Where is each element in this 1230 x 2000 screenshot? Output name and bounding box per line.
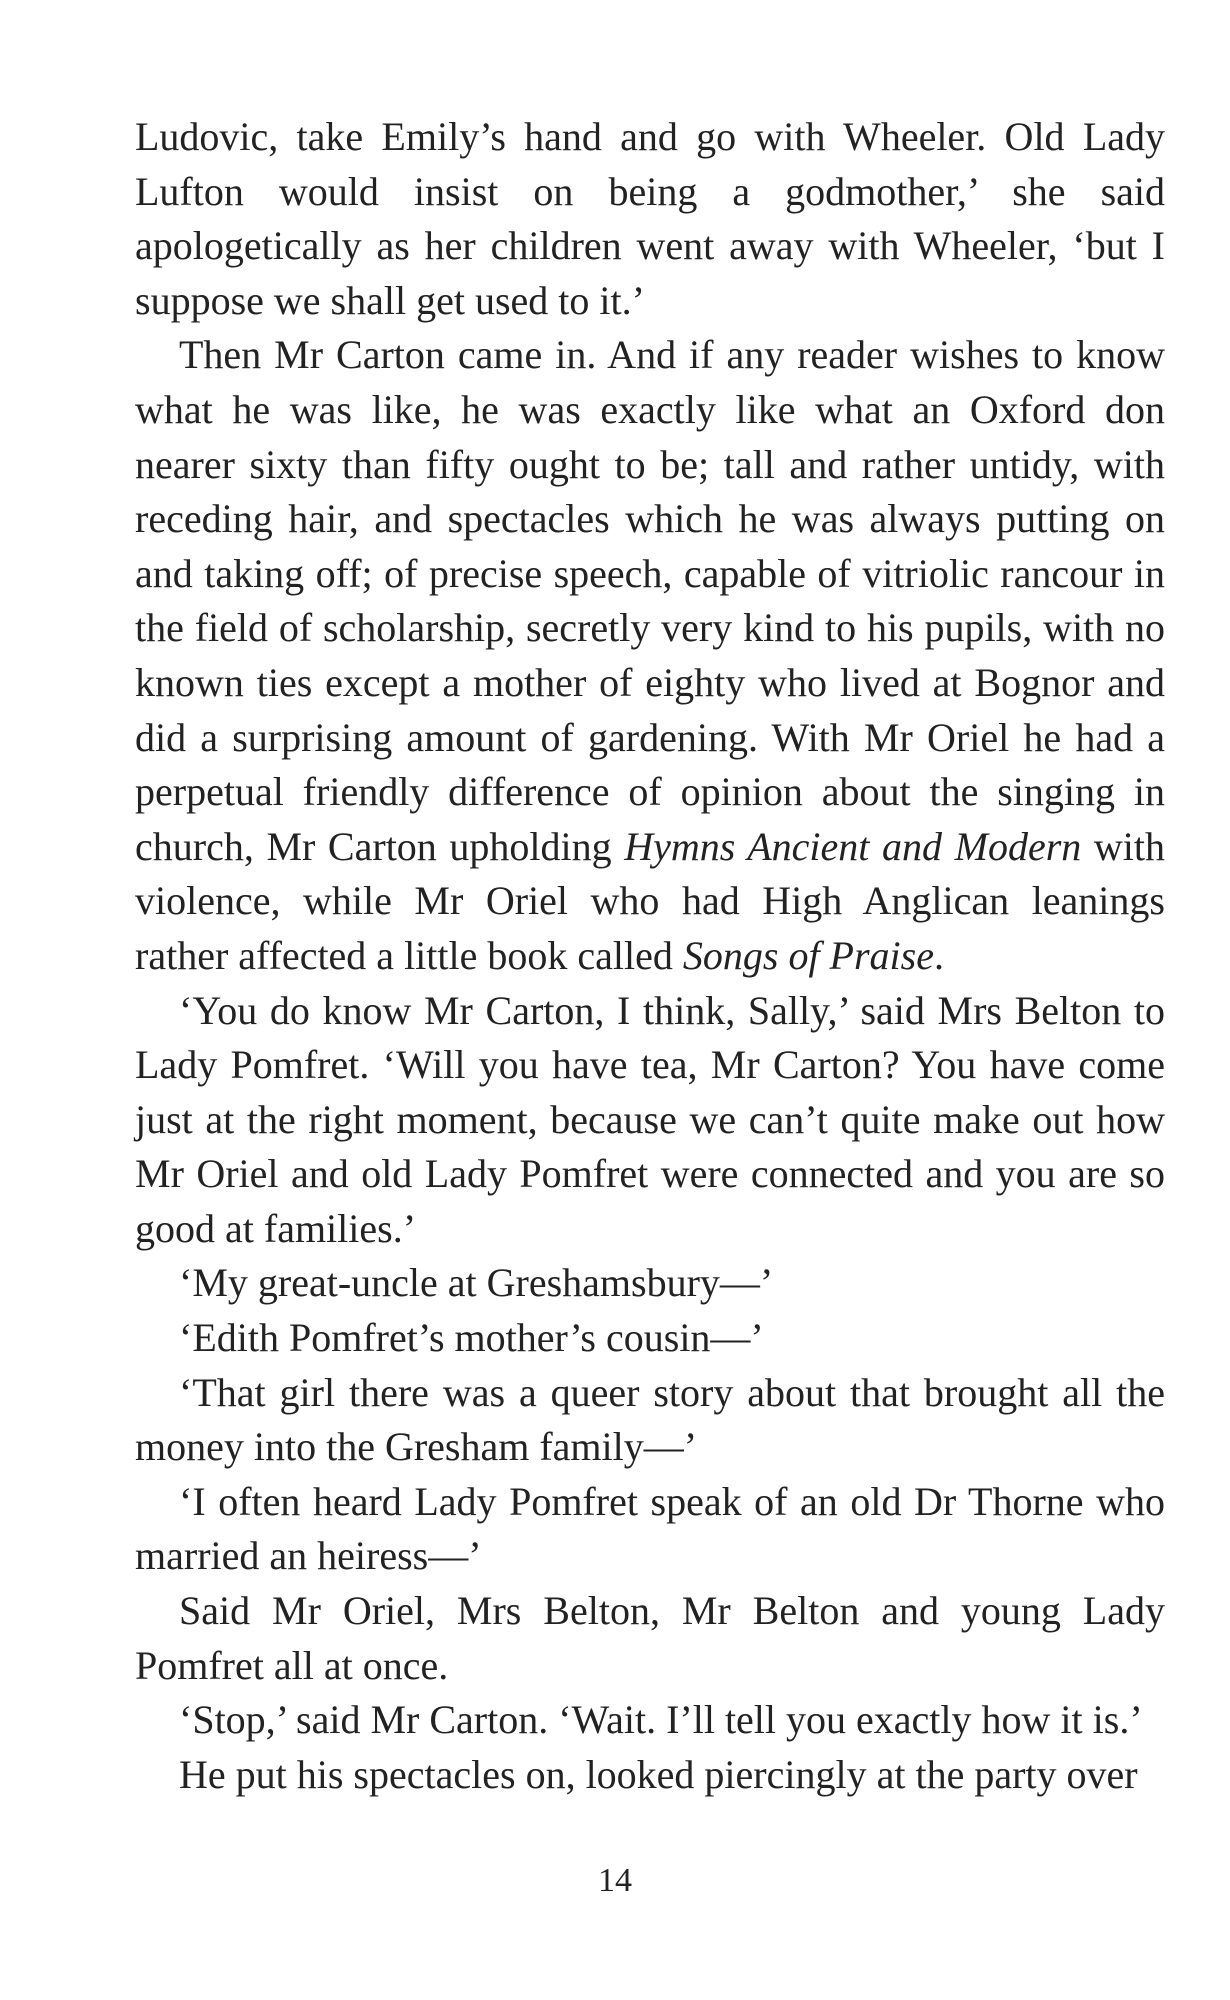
paragraph: Said Mr Oriel, Mrs Belton, Mr Belton and young Lady Pomfret all at once. (135, 1588, 1165, 1688)
paragraph: Ludovic, take Emily’s hand and go with Wheeler. Old Lady Lufton would insist on being a godmother,’ she said apologetically as her children went away with Wheeler, ‘but I suppose we shall get used to it.’ (135, 114, 1165, 323)
paragraph-text: with violence, while Mr Oriel who had High Anglican leanings rather affected a little book called (135, 823, 1165, 978)
paragraph: ‘Stop,’ said Mr Carton. ‘Wait. I’ll tell you exactly how it is.’ (179, 1697, 1143, 1743)
paragraph (135, 328, 1165, 983)
paragraph: ‘I often heard Lady Pomfret speak of an old Dr Thorne who married an heiress—’ (135, 1478, 1165, 1579)
paragraph-text: . (934, 932, 944, 978)
page-number: 14 (598, 1862, 632, 1899)
paragraph-text: Then Mr Carton came in. And if any reader wishes to know what he was like, he was exactly like what an Oxford don nearer sixty than fifty ought to be; tall and rather untidy, with receding hair, and spectacles which he was always putting on and taking off; of precise speech, capable of vitriolic rancour in the field of scholarship, secretly very kind to his pupils, with no known ties except a mother of eighty who lived at Bognor and did a surprising amount of gardening. With Mr Oriel he had a perpetual friendly difference of opinion about the singing in church, Mr Carton upholding (135, 332, 1165, 869)
paragraph: ‘You do know Mr Carton, I think, Sally,’ said Mrs Belton to Lady Pomfret. ‘Will you have tea, Mr Carton? You have come just at the right moment, because we can’t quite make out how Mr Oriel and old Lady Pomfret were connected and you are so good at families.’ (135, 987, 1165, 1251)
book-title: Songs of Praise (682, 932, 934, 978)
paragraph: He put his spectacles on, looked piercingly at the party over (179, 1751, 1138, 1797)
paragraph: ‘Edith Pomfret’s mother’s cousin—’ (179, 1315, 764, 1361)
body-text (135, 110, 1165, 1802)
paragraph: ‘That girl there was a queer story about that brought all the money into the Gresham family—’ (135, 1369, 1165, 1470)
paragraph: ‘My great-uncle at Greshamsbury—’ (179, 1260, 774, 1306)
hymn-book-title: Hymns Ancient and Modern (624, 823, 1082, 869)
